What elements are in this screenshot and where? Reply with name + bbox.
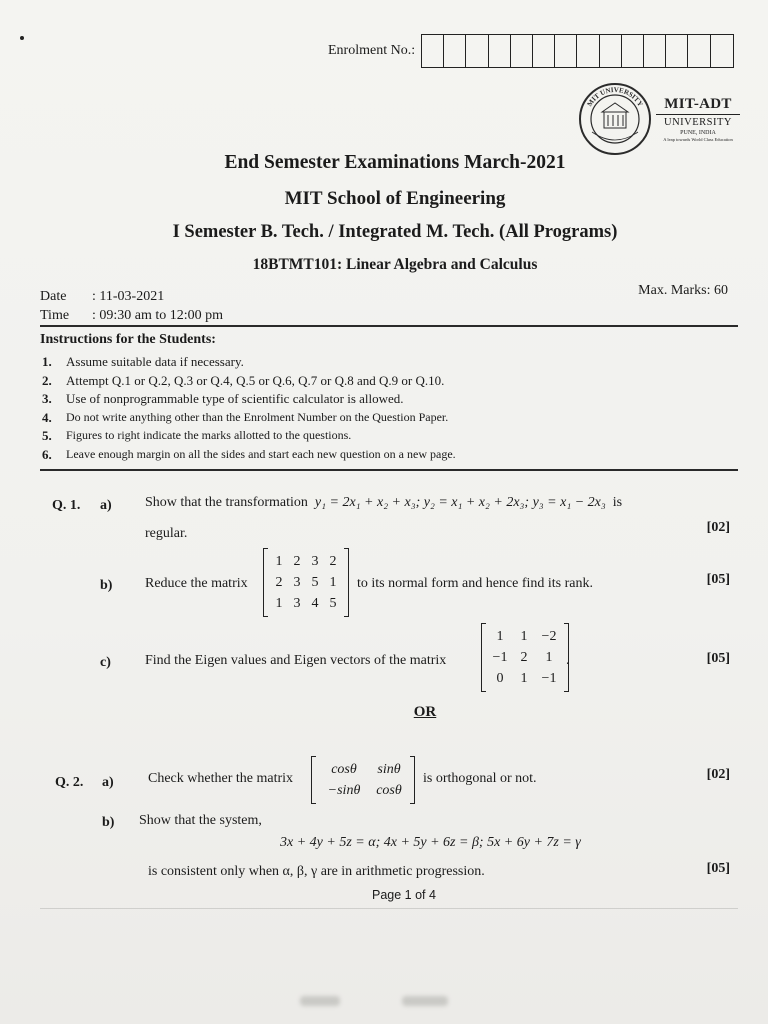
question-2a-tail: is orthogonal or not.: [423, 771, 537, 786]
part-label: a): [102, 775, 114, 790]
course-title: 18BTMT101: Linear Algebra and Calculus: [252, 256, 538, 273]
matrix-cell: 1: [275, 554, 283, 569]
question-2a-text: Check whether the matrix: [148, 771, 294, 786]
enrolment-digit-box[interactable]: [644, 35, 666, 67]
enrolment-digit-box[interactable]: [511, 35, 533, 67]
marks-badge: [05]: [706, 651, 730, 666]
marks-badge: [02]: [706, 767, 730, 782]
question-1a-text: Show that the transformation y₁ = 2x₁ + x₂ + x₃; y₂ = x₁ + x₂ + 2x₃; y₃ = x₁ − 2x₃ is: [145, 495, 623, 510]
logo-tagline: A leap towards World Class Education: [663, 137, 733, 142]
marks-badge: [05]: [706, 861, 730, 876]
transformation-equation: y₁ = 2x₁ + x₂ + x₃; y₂ = x₁ + x₂ + 2x₃; y₃ = x₁ − 2x₃: [314, 495, 606, 510]
enrolment-digit-box[interactable]: [688, 35, 710, 67]
enrolment-label: Enrolment No.:: [328, 43, 416, 58]
matrix-cell: 3: [311, 554, 319, 569]
instructions-title: Instructions for the Students:: [40, 332, 216, 347]
question-1c-tail: .: [566, 653, 570, 668]
part-label: a): [100, 498, 112, 513]
enrolment-digit-box[interactable]: [422, 35, 444, 67]
enrolment-digit-box[interactable]: [466, 35, 488, 67]
matrix-cell: 2: [293, 554, 301, 569]
max-marks: Max. Marks: 60: [638, 283, 728, 298]
marks-badge: [02]: [706, 520, 730, 535]
ink-dot: [20, 36, 24, 40]
logo-name: MIT-ADT: [656, 96, 740, 115]
page-number: Page 1 of 4: [372, 888, 436, 902]
date-label: Date: [40, 289, 67, 304]
enrolment-digit-box[interactable]: [666, 35, 688, 67]
or-separator: OR: [413, 704, 437, 720]
matrix-cell: 2: [275, 575, 283, 590]
matrix-cell: 3: [293, 575, 301, 590]
instruction-item: 5. Figures to right indicate the marks allotted to the questions.: [42, 428, 352, 443]
enrolment-digit-box[interactable]: [622, 35, 644, 67]
divider: [40, 325, 738, 327]
part-label: b): [100, 578, 113, 593]
matrix-cell: 0: [496, 671, 504, 686]
enrolment-digit-box[interactable]: [600, 35, 622, 67]
enrolment-digit-box[interactable]: [489, 35, 511, 67]
matrix-cell: 5: [311, 575, 319, 590]
system-equation: 3x + 4y + 5z = α; 4x + 5y + 6z = β; 5x + 6y + 7z = γ: [280, 835, 581, 850]
enrolment-digit-box[interactable]: [555, 35, 577, 67]
question-number: Q. 1.: [52, 498, 81, 513]
instruction-item: 6. Leave enough margin on all the sides and start each new question on a new page.: [42, 446, 456, 462]
part-label: c): [100, 655, 111, 670]
scan-smudge: [402, 996, 448, 1006]
enrolment-digit-box[interactable]: [711, 35, 733, 67]
exam-date: [40, 289, 164, 305]
matrix-cell: −sinθ: [327, 783, 361, 798]
enrolment-boxes[interactable]: [421, 34, 734, 68]
matrix-cell: 1: [520, 629, 528, 644]
matrix-cell: −1: [541, 671, 557, 686]
time-value: : 09:30 am to 12:00 pm: [92, 308, 224, 323]
instructions-list: [42, 354, 456, 465]
programme-name: I Semester B. Tech. / Integrated M. Tech. (All Programs): [172, 222, 618, 242]
question-2b-line3: is consistent only when α, β, γ are in arithmetic progression.: [148, 864, 485, 879]
footer-divider: [40, 908, 738, 909]
matrix-cell: −2: [541, 629, 557, 644]
scan-smudge: [300, 996, 340, 1006]
question-1b-text: Reduce the matrix: [145, 576, 248, 591]
enrolment-digit-box[interactable]: [533, 35, 555, 67]
enrolment-digit-box[interactable]: [444, 35, 466, 67]
instruction-item: 1. Assume suitable data if necessary.: [42, 354, 244, 369]
logo-university: UNIVERSITY: [664, 117, 732, 128]
matrix-cell: 2: [329, 554, 337, 569]
time-label: Time: [40, 308, 70, 323]
university-seal-icon: [578, 82, 652, 156]
exam-title: End Semester Examinations March-2021: [224, 152, 566, 173]
university-logo: [578, 82, 740, 156]
matrix-cell: 1: [545, 650, 553, 665]
matrix-cell: 1: [520, 671, 528, 686]
divider: [40, 469, 738, 471]
matrix-cell: sinθ: [377, 762, 401, 777]
part-label: b): [102, 815, 115, 830]
matrix-cell: −1: [492, 650, 508, 665]
question-number: Q. 2.: [55, 775, 84, 790]
question-1b-tail: to its normal form and hence find its rank.: [357, 576, 593, 591]
date-value: : 11-03-2021: [92, 289, 165, 304]
matrix-2a: [311, 757, 415, 803]
marks-badge: [05]: [706, 572, 730, 587]
enrolment-digit-box[interactable]: [577, 35, 599, 67]
logo-city: PUNE, INDIA: [680, 130, 716, 136]
matrix-cell: cosθ: [331, 762, 357, 777]
instruction-item: 4. Do not write anything other than the Enrolment Number on the Question Paper.: [42, 409, 449, 425]
matrix-1b: [263, 549, 349, 616]
matrix-cell: 3: [293, 596, 301, 611]
matrix-cell: 5: [329, 596, 337, 611]
enrolment-field: [328, 34, 734, 68]
question-1a-line2: regular.: [145, 526, 188, 541]
exam-time: [40, 308, 223, 324]
question-1c-text: Find the Eigen values and Eigen vectors of the matrix: [145, 653, 447, 668]
instruction-item: 3. Use of nonprogrammable type of scientific calculator is allowed.: [42, 391, 404, 406]
matrix-1c: [481, 624, 569, 691]
matrix-cell: 1: [275, 596, 283, 611]
matrix-cell: 1: [496, 629, 504, 644]
question-2b-text: Show that the system,: [139, 813, 262, 828]
svg-text:MIT UNIVERSITY: MIT UNIVERSITY: [585, 85, 645, 108]
matrix-cell: 2: [520, 650, 528, 665]
instruction-item: 2. Attempt Q.1 or Q.2, Q.3 or Q.4, Q.5 or Q.6, Q.7 or Q.8 and Q.9 or Q.10.: [42, 372, 445, 388]
matrix-cell: cosθ: [376, 783, 402, 798]
matrix-cell: 4: [311, 596, 319, 611]
school-name: MIT School of Engineering: [284, 188, 506, 209]
matrix-cell: 1: [329, 575, 337, 590]
